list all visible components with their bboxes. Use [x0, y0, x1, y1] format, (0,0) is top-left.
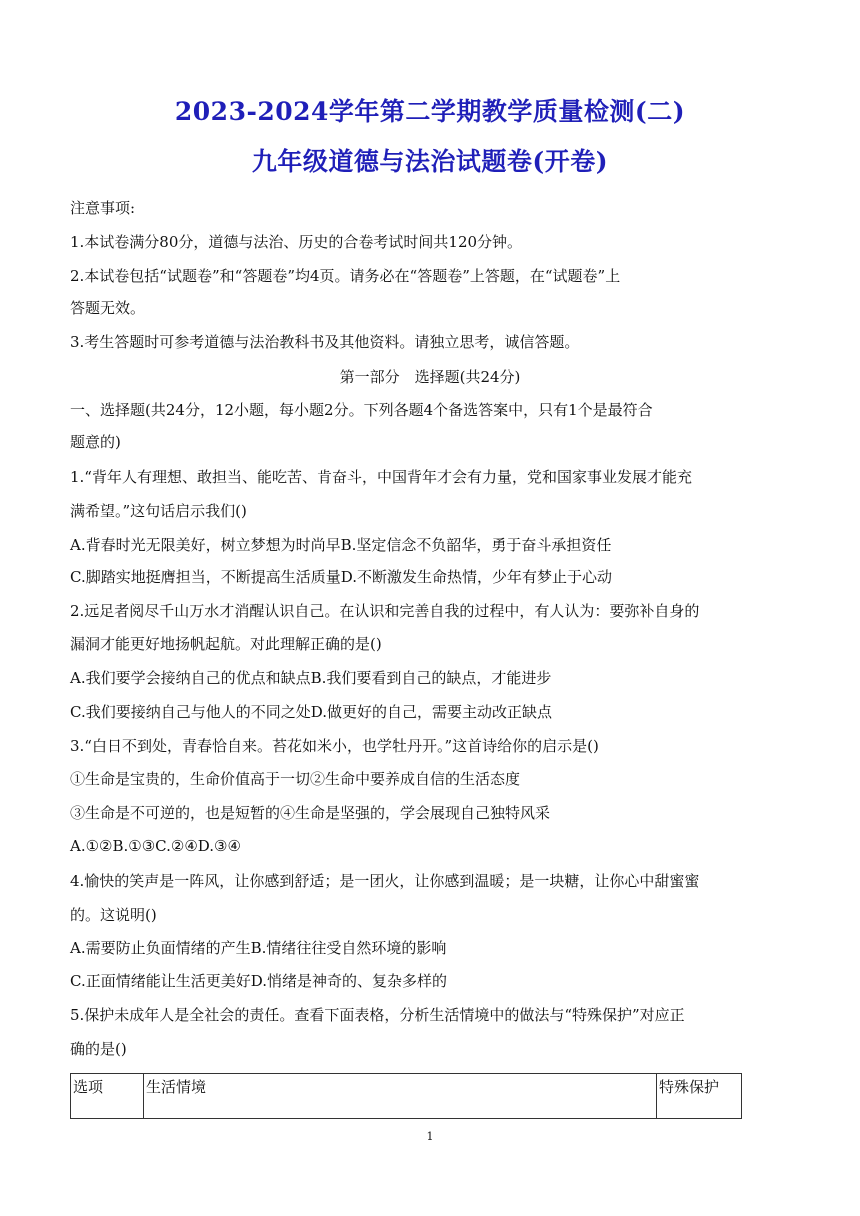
question-3-statements: ③生命是不可逆的，也是短暂的④生命是坚强的，学会展现自己独特风采: [70, 804, 551, 822]
question-1-options: C.脚踏实地挺膺担当，不断提高生活质量D.不断激发生命热情，少年有梦止于心动: [70, 568, 612, 586]
question-4-stem: 的。这说明(): [70, 906, 157, 924]
section-instructions: 题意的): [70, 433, 121, 451]
question-3-stem: 3.“白日不到处，青春恰自来。苔花如米小，也学牡丹开。”这首诗给你的启示是(): [70, 737, 599, 755]
options-table: [70, 1073, 742, 1119]
note-item: 答题无效。: [70, 299, 146, 317]
question-1-stem: 1.“背年人有理想、敢担当、能吃苦、肯奋斗，中国背年才会有力量，党和国家事业发展才能充: [70, 468, 692, 486]
notes-heading: 注意事项:: [70, 199, 136, 217]
question-5-stem: 确的是(): [70, 1040, 127, 1058]
note-item: 3.考生答题时可参考道德与法治教科书及其他资料。请独立思考，诚信答题。: [70, 333, 580, 351]
question-2-stem: 漏洞才能更好地扬帆起航。对此理解正确的是(): [70, 635, 382, 653]
note-item: 1.本试卷满分80分，道德与法治、历史的合卷考试时间共120分钟。: [70, 233, 523, 251]
question-5-stem: 5.保护未成年人是全社会的责任。查看下面表格，分析生活情境中的做法与“特殊保护”对应正: [70, 1006, 685, 1024]
section-title: 第一部分 选择题(共24分): [339, 368, 521, 386]
question-3-statements: ①生命是宝贵的，生命价值高于一切②生命中要养成自信的生活态度: [70, 770, 521, 788]
question-4-options: A.需要防止负面情绪的产生B.情绪往往受自然环境的影响: [70, 939, 447, 957]
question-1-options: A.背春时光无限美好，树立梦想为时尚早B.坚定信念不负韶华，勇于奋斗承担资任: [70, 536, 612, 554]
table-header-row: [71, 1074, 742, 1119]
question-4-stem: 4.愉快的笑声是一阵风，让你感到舒适；是一团火，让你感到温暖；是一块糖，让你心中甜蜜蜜: [70, 872, 700, 890]
question-2-options: C.我们要接纳自己与他人的不同之处D.做更好的自己，需要主动改正缺点: [70, 703, 552, 721]
note-item: 2.本试卷包括“试题卷”和“答题卷”均4页。请务必在“答题卷”上答题，在“试题卷”上: [70, 267, 621, 285]
table-header-cell: 特殊保护: [657, 1074, 742, 1119]
table-header-cell: 选项: [71, 1074, 144, 1119]
question-4-options: C.正面情绪能让生活更美好D.悄绪是神奇的、复杂多样的: [70, 972, 447, 990]
question-2-stem: 2.远足者阅尽千山万水才消醒认识自己。在认识和完善自我的过程中，有人认为：要弥补自身的: [70, 602, 700, 620]
page-number: 1: [426, 1130, 434, 1143]
exam-title: 2023-2024学年第二学期教学质量检测(二): [174, 97, 686, 126]
exam-subtitle: 九年级道德与法治试题卷(开卷): [251, 147, 609, 176]
table-header-cell: 生活情境: [144, 1074, 657, 1119]
question-2-options: A.我们要学会接纳自己的优点和缺点B.我们要看到自己的缺点，才能进步: [70, 669, 552, 687]
question-3-options: A.①②B.①③C.②④D.③④: [70, 837, 241, 855]
question-1-stem: 满希望。”这句话启示我们(): [70, 502, 247, 520]
section-instructions: 一、选择题(共24分，12小题，每小题2分。下列各题4个备选答案中，只有1个是最符合: [70, 401, 653, 419]
